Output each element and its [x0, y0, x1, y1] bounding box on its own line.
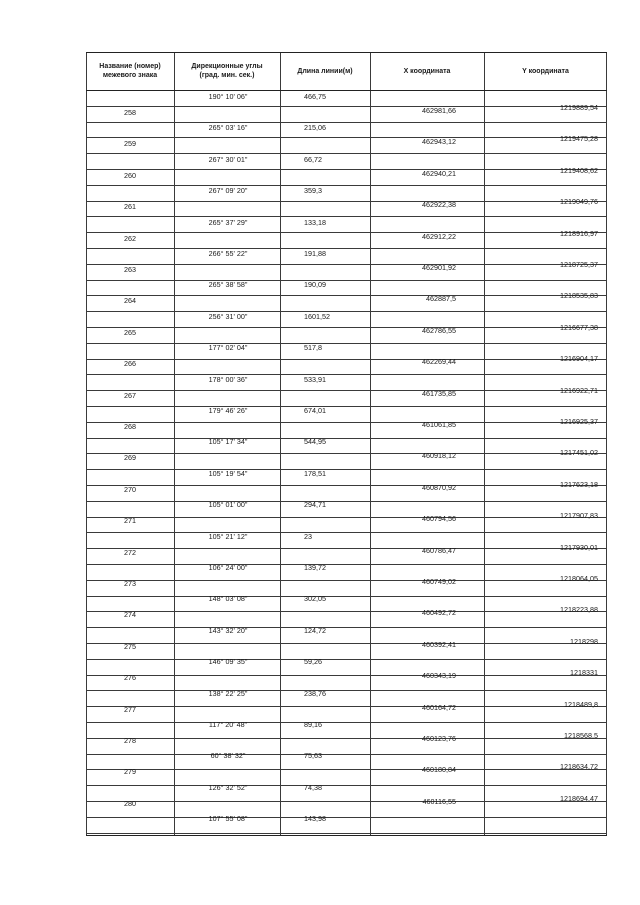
direction-angle: 177° 02' 04" [208, 343, 248, 352]
x-coordinate: 460123,76 [422, 734, 456, 743]
x-coordinate: 462943,12 [422, 137, 456, 146]
point-name: 263 [124, 265, 136, 274]
point-name: 275 [124, 642, 136, 651]
point-name: 274 [124, 610, 136, 619]
header-y-coordinate: Y координата [522, 67, 569, 75]
point-name: 269 [124, 453, 136, 462]
x-coordinate: 460343,19 [422, 671, 456, 680]
y-coordinate: 1218535,83 [560, 291, 598, 300]
y-coordinate: 1217451,02 [560, 448, 598, 457]
point-name: 280 [124, 799, 136, 808]
header-point-name: Название (номер) межевого знака [99, 63, 161, 79]
y-coordinate: 1216677,38 [560, 323, 598, 332]
y-coordinate: 1218634,72 [560, 762, 598, 771]
point-name: 276 [124, 673, 136, 682]
direction-angle: 267° 30' 01" [208, 155, 248, 164]
direction-angle: 138° 22' 25" [208, 689, 248, 698]
y-coordinate: 1216922,71 [560, 386, 598, 395]
direction-angle: 105° 17' 34" [208, 437, 248, 446]
x-coordinate: 462269,44 [422, 357, 456, 366]
y-coordinate: 1218298 [570, 637, 598, 646]
direction-angle: 105° 19' 54" [208, 469, 248, 478]
y-coordinate: 1216904,17 [560, 354, 598, 363]
header-line-length: Длина линии(м) [297, 67, 353, 75]
line-length: 178,51 [304, 469, 326, 478]
line-length: 133,18 [304, 218, 326, 227]
line-length: 190,09 [304, 280, 326, 289]
point-name: 278 [124, 736, 136, 745]
direction-angle: 267° 09' 20" [208, 186, 248, 195]
direction-angle: 266° 55' 22" [208, 249, 248, 258]
y-coordinate: 1217907,83 [560, 511, 598, 520]
line-length: 66,72 [304, 155, 322, 164]
line-length: 533,91 [304, 375, 326, 384]
x-coordinate: 461735,85 [422, 389, 456, 398]
direction-angle: 265° 38' 58" [208, 280, 248, 289]
direction-angle: 190° 10' 06" [208, 92, 248, 101]
line-length: 294,71 [304, 500, 326, 509]
row-rule [86, 835, 607, 836]
line-length: 74,38 [304, 783, 322, 792]
line-length: 517,8 [304, 343, 322, 352]
row-rule [86, 216, 607, 217]
y-coordinate: 1218064,05 [560, 574, 598, 583]
x-coordinate: 460180,84 [422, 765, 456, 774]
y-coordinate: 1216925,37 [560, 417, 598, 426]
point-name: 259 [124, 139, 136, 148]
line-length: 191,88 [304, 249, 326, 258]
y-coordinate: 1218725,37 [560, 260, 598, 269]
line-length: 143,98 [304, 814, 326, 823]
point-name: 258 [124, 108, 136, 117]
row-rule [86, 833, 607, 834]
line-length: 75,63 [304, 751, 322, 760]
line-length: 139,72 [304, 563, 326, 572]
coordinates-table [86, 52, 607, 836]
direction-angle: 126° 32' 52" [208, 783, 248, 792]
point-name: 273 [124, 579, 136, 588]
row-rule [86, 90, 607, 91]
point-name: 266 [124, 359, 136, 368]
x-coordinate: 462912,22 [422, 232, 456, 241]
point-name: 279 [124, 767, 136, 776]
line-length: 59,26 [304, 657, 322, 666]
x-coordinate: 460918,12 [422, 451, 456, 460]
header-direction-angle: Дирекционные углы (град. мин. сек.) [191, 63, 263, 79]
direction-angle: 106° 24' 00" [208, 563, 248, 572]
direction-angle: 60° 38' 32" [210, 751, 246, 760]
line-length: 23 [304, 532, 312, 541]
x-coordinate: 460492,72 [422, 608, 456, 617]
y-coordinate: 1218331 [570, 668, 598, 677]
y-coordinate: 1218694,47 [560, 794, 598, 803]
y-coordinate: 1219889,54 [560, 103, 598, 112]
direction-angle: 105° 21' 12" [208, 532, 248, 541]
y-coordinate: 1217623,18 [560, 480, 598, 489]
x-coordinate: 460116,55 [422, 797, 456, 806]
x-coordinate: 460786,47 [422, 546, 456, 555]
line-length: 89,16 [304, 720, 322, 729]
point-name: 277 [124, 705, 136, 714]
y-coordinate: 1219408,62 [560, 166, 598, 175]
direction-angle: 265° 37' 29" [208, 218, 248, 227]
row-rule [86, 52, 607, 53]
direction-angle: 265° 03' 16" [208, 123, 248, 132]
point-name: 262 [124, 234, 136, 243]
x-coordinate: 461061,85 [422, 420, 456, 429]
header-x-coordinate: X координата [403, 67, 451, 75]
line-length: 359,3 [304, 186, 322, 195]
point-name: 271 [124, 516, 136, 525]
point-name: 270 [124, 485, 136, 494]
x-coordinate: 460749,02 [422, 577, 456, 586]
direction-angle: 148° 03' 08" [208, 594, 248, 603]
point-name: 260 [124, 171, 136, 180]
direction-angle: 105° 01' 00" [208, 500, 248, 509]
direction-angle: 179° 46' 26" [208, 406, 248, 415]
point-name: 261 [124, 202, 136, 211]
line-length: 1601,52 [304, 312, 330, 321]
x-coordinate: 460392,41 [422, 640, 456, 649]
line-length: 302,05 [304, 594, 326, 603]
x-coordinate: 462922,38 [422, 200, 456, 209]
line-length: 466,75 [304, 92, 326, 101]
direction-angle: 178° 00' 36" [208, 375, 248, 384]
line-length: 238,76 [304, 689, 326, 698]
line-length: 215,06 [304, 123, 326, 132]
line-length: 124,72 [304, 626, 326, 635]
point-name: 267 [124, 391, 136, 400]
x-coordinate: 460870,92 [422, 483, 456, 492]
row-rule [86, 153, 607, 154]
point-name: 272 [124, 548, 136, 557]
x-coordinate: 462887,5 [426, 294, 456, 303]
point-name: 268 [124, 422, 136, 431]
point-name: 265 [124, 328, 136, 337]
y-coordinate: 1218489,8 [564, 700, 598, 709]
direction-angle: 146° 09' 35" [208, 657, 248, 666]
y-coordinate: 1217930,01 [560, 543, 598, 552]
x-coordinate: 462786,55 [422, 326, 456, 335]
x-coordinate: 462901,92 [422, 263, 456, 272]
direction-angle: 117° 20' 48" [208, 720, 248, 729]
x-coordinate: 460164,72 [422, 703, 456, 712]
y-coordinate: 1218568,5 [564, 731, 598, 740]
line-length: 544,95 [304, 437, 326, 446]
y-coordinate: 1218223,88 [560, 605, 598, 614]
line-length: 674,01 [304, 406, 326, 415]
direction-angle: 107° 55' 08" [208, 814, 248, 823]
direction-angle: 143° 32' 20" [208, 626, 248, 635]
y-coordinate: 1218916,97 [560, 229, 598, 238]
x-coordinate: 460794,56 [422, 514, 456, 523]
x-coordinate: 462981,66 [422, 106, 456, 115]
x-coordinate: 462940,21 [422, 169, 456, 178]
direction-angle: 256° 31' 00" [208, 312, 248, 321]
point-name: 264 [124, 296, 136, 305]
y-coordinate: 1219475,28 [560, 134, 598, 143]
y-coordinate: 1219049,76 [560, 197, 598, 206]
